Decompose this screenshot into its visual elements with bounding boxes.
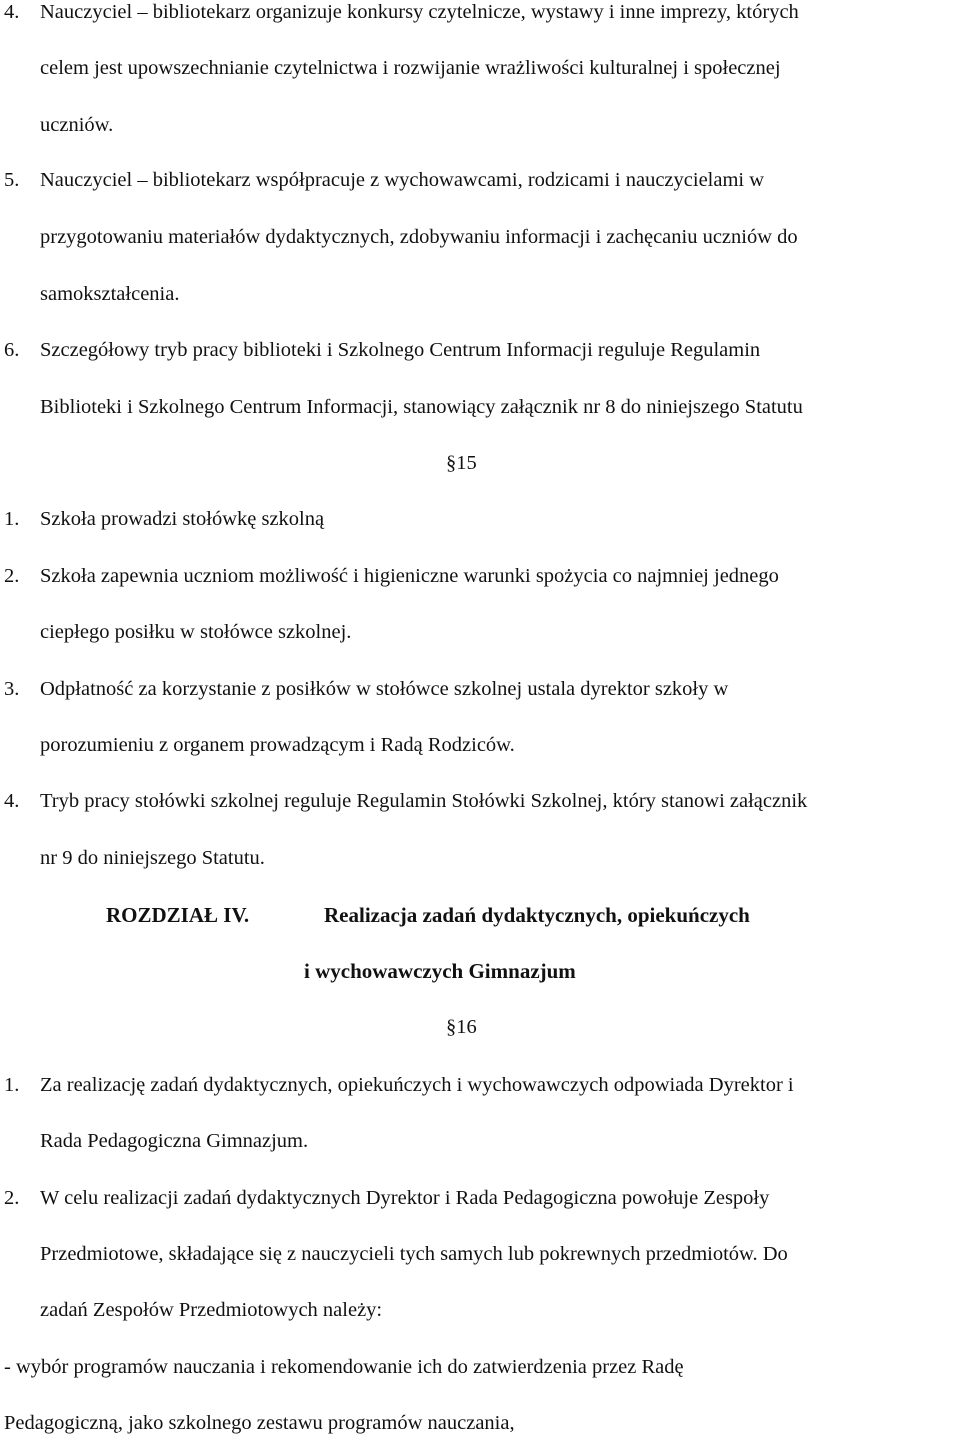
item-number: 2. [4,1187,20,1209]
item-number: 2. [4,565,20,587]
paragraph-line: Szczegółowy tryb pracy biblioteki i Szkolnego Centrum Informacji reguluje Regulamin [40,339,761,361]
item-number: 3. [4,678,20,700]
paragraph-line: Szkoła prowadzi stołówkę szkolną [40,508,325,530]
paragraph-line: Za realizację zadań dydaktycznych, opiekuńczych i wychowawczych odpowiada Dyrektor i [40,1074,794,1096]
chapter-label: ROZDZIAŁ IV. [106,903,250,927]
paragraph-line: Biblioteki i Szkolnego Centrum Informacji, stanowiący załącznik nr 8 do niniejszego Statutu [40,396,803,418]
paragraph-line: uczniów. [40,114,114,136]
item-number: 4. [4,1,20,23]
item-number: 1. [4,1074,20,1096]
paragraph-line: Przedmiotowe, składające się z nauczycieli tych samych lub pokrewnych przedmiotów. Do [40,1243,788,1265]
paragraph-line: Nauczyciel – bibliotekarz współpracuje z wychowawcami, rodzicami i nauczycielami w [40,169,765,191]
section-heading: §16 [446,1016,477,1038]
paragraph-line: celem jest upowszechnianie czytelnictwa i rozwijanie wrażliwości kulturalnej i społecznej [40,57,781,79]
chapter-title: Realizacja zadań dydaktycznych, opiekuńczych [324,903,750,927]
paragraph-line: nr 9 do niniejszego Statutu. [40,847,265,869]
item-number: 5. [4,169,20,191]
paragraph-line: Tryb pracy stołówki szkolnej reguluje Regulamin Stołówki Szkolnej, który stanowi załącznik [40,790,808,812]
paragraph-line: zadań Zespołów Przedmiotowych należy: [40,1299,383,1321]
paragraph-line: W celu realizacji zadań dydaktycznych Dyrektor i Rada Pedagogiczna powołuje Zespoły [40,1187,770,1209]
item-number: 1. [4,508,20,530]
item-number: 6. [4,339,20,361]
paragraph-line: Rada Pedagogiczna Gimnazjum. [40,1130,309,1152]
paragraph-line: porozumieniu z organem prowadzącym i Radą Rodziców. [40,734,515,756]
paragraph-line: Odpłatność za korzystanie z posiłków w stołówce szkolnej ustala dyrektor szkoły w [40,678,729,700]
chapter-title: i wychowawczych Gimnazjum [304,959,576,983]
list-item: Pedagogiczną, jako szkolnego zestawu programów nauczania, [4,1412,515,1434]
paragraph-line: ciepłego posiłku w stołówce szkolnej. [40,621,352,643]
item-number: 4. [4,790,20,812]
paragraph-line: Nauczyciel – bibliotekarz organizuje konkursy czytelnicze, wystawy i inne imprezy, których [40,1,799,23]
list-item: - wybór programów nauczania i rekomendowanie ich do zatwierdzenia przez Radę [4,1356,684,1378]
paragraph-line: samokształcenia. [40,283,180,305]
paragraph-line: Szkoła zapewnia uczniom możliwość i higieniczne warunki spożycia co najmniej jednego [40,565,779,587]
paragraph-line: przygotowaniu materiałów dydaktycznych, zdobywaniu informacji i zachęcaniu uczniów do [40,226,798,248]
section-heading: §15 [446,452,477,474]
